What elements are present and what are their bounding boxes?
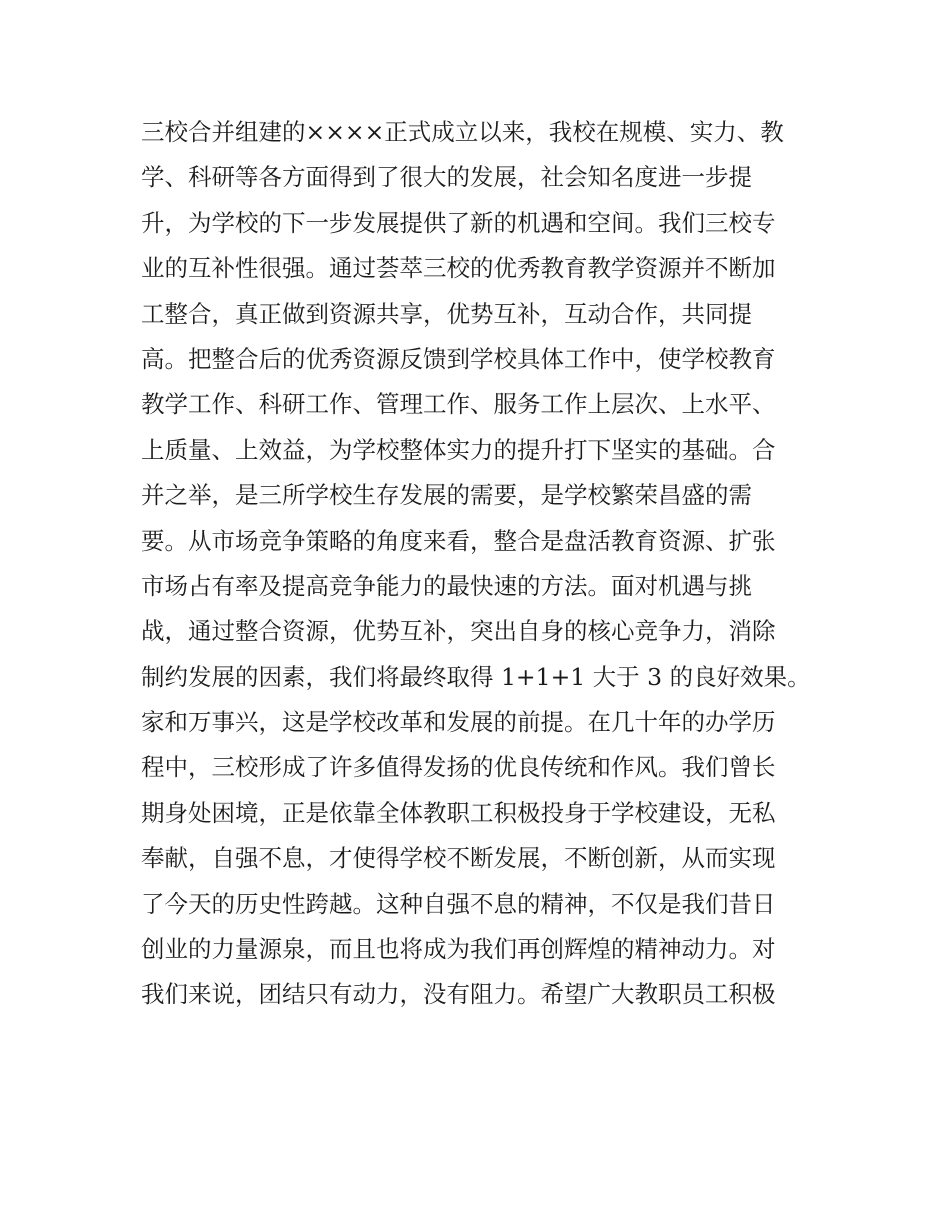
text-line: 制约发展的因素，我们将最终取得 1+1+1 大于 3 的良好效果。 — [141, 662, 811, 691]
text-line: 高。把整合后的优秀资源反馈到学校具体工作中，使学校教育 — [141, 344, 776, 373]
text-line: 家和万事兴，这是学校改革和发展的前提。在几十年的办学历 — [141, 708, 776, 737]
text-line: 期身处困境，正是依靠全体教职工积极投身于学校建设，无私 — [141, 798, 776, 827]
text-line: 并之举，是三所学校生存发展的需要，是学校繁荣昌盛的需 — [141, 481, 752, 510]
text-line: 上质量、上效益，为学校整体实力的提升打下坚实的基础。合 — [141, 435, 776, 464]
text-line: 我们来说，团结只有动力，没有阻力。希望广大教职员工积极 — [141, 980, 776, 1009]
text-line: 教学工作、科研工作、管理工作、服务工作上层次、上水平、 — [141, 390, 776, 419]
text-line: 程中，三校形成了许多值得发扬的优良传统和作风。我们曾长 — [141, 753, 776, 782]
text-line: 三校合并组建的××××正式成立以来，我校在规模、实力、教 — [141, 118, 784, 146]
text-line: 战，通过整合资源，优势互补，突出自身的核心竞争力，消除 — [141, 617, 776, 646]
text-line: 创业的力量源泉，而且也将成为我们再创辉煌的精神动力。对 — [141, 935, 776, 964]
text-line: 市场占有率及提高竞争能力的最快速的方法。面对机遇与挑 — [141, 571, 752, 600]
text-line: 工整合，真正做到资源共享，优势互补，互动合作，共同提 — [141, 299, 752, 328]
text-line: 了今天的历史性跨越。这种自强不息的精神，不仅是我们昔日 — [141, 889, 776, 918]
text-line: 业的互补性很强。通过荟萃三校的优秀教育教学资源并不断加 — [141, 254, 776, 283]
text-line: 升，为学校的下一步发展提供了新的机遇和空间。我们三校专 — [141, 208, 776, 237]
text-line: 奉献，自强不息，才使得学校不断发展，不断创新，从而实现 — [141, 844, 776, 873]
text-line: 学、科研等各方面得到了很大的发展，社会知名度进一步提 — [141, 163, 752, 192]
body-text — [141, 110, 821, 1018]
text-line: 要。从市场竞争策略的角度来看，整合是盘活教育资源、扩张 — [141, 526, 776, 555]
